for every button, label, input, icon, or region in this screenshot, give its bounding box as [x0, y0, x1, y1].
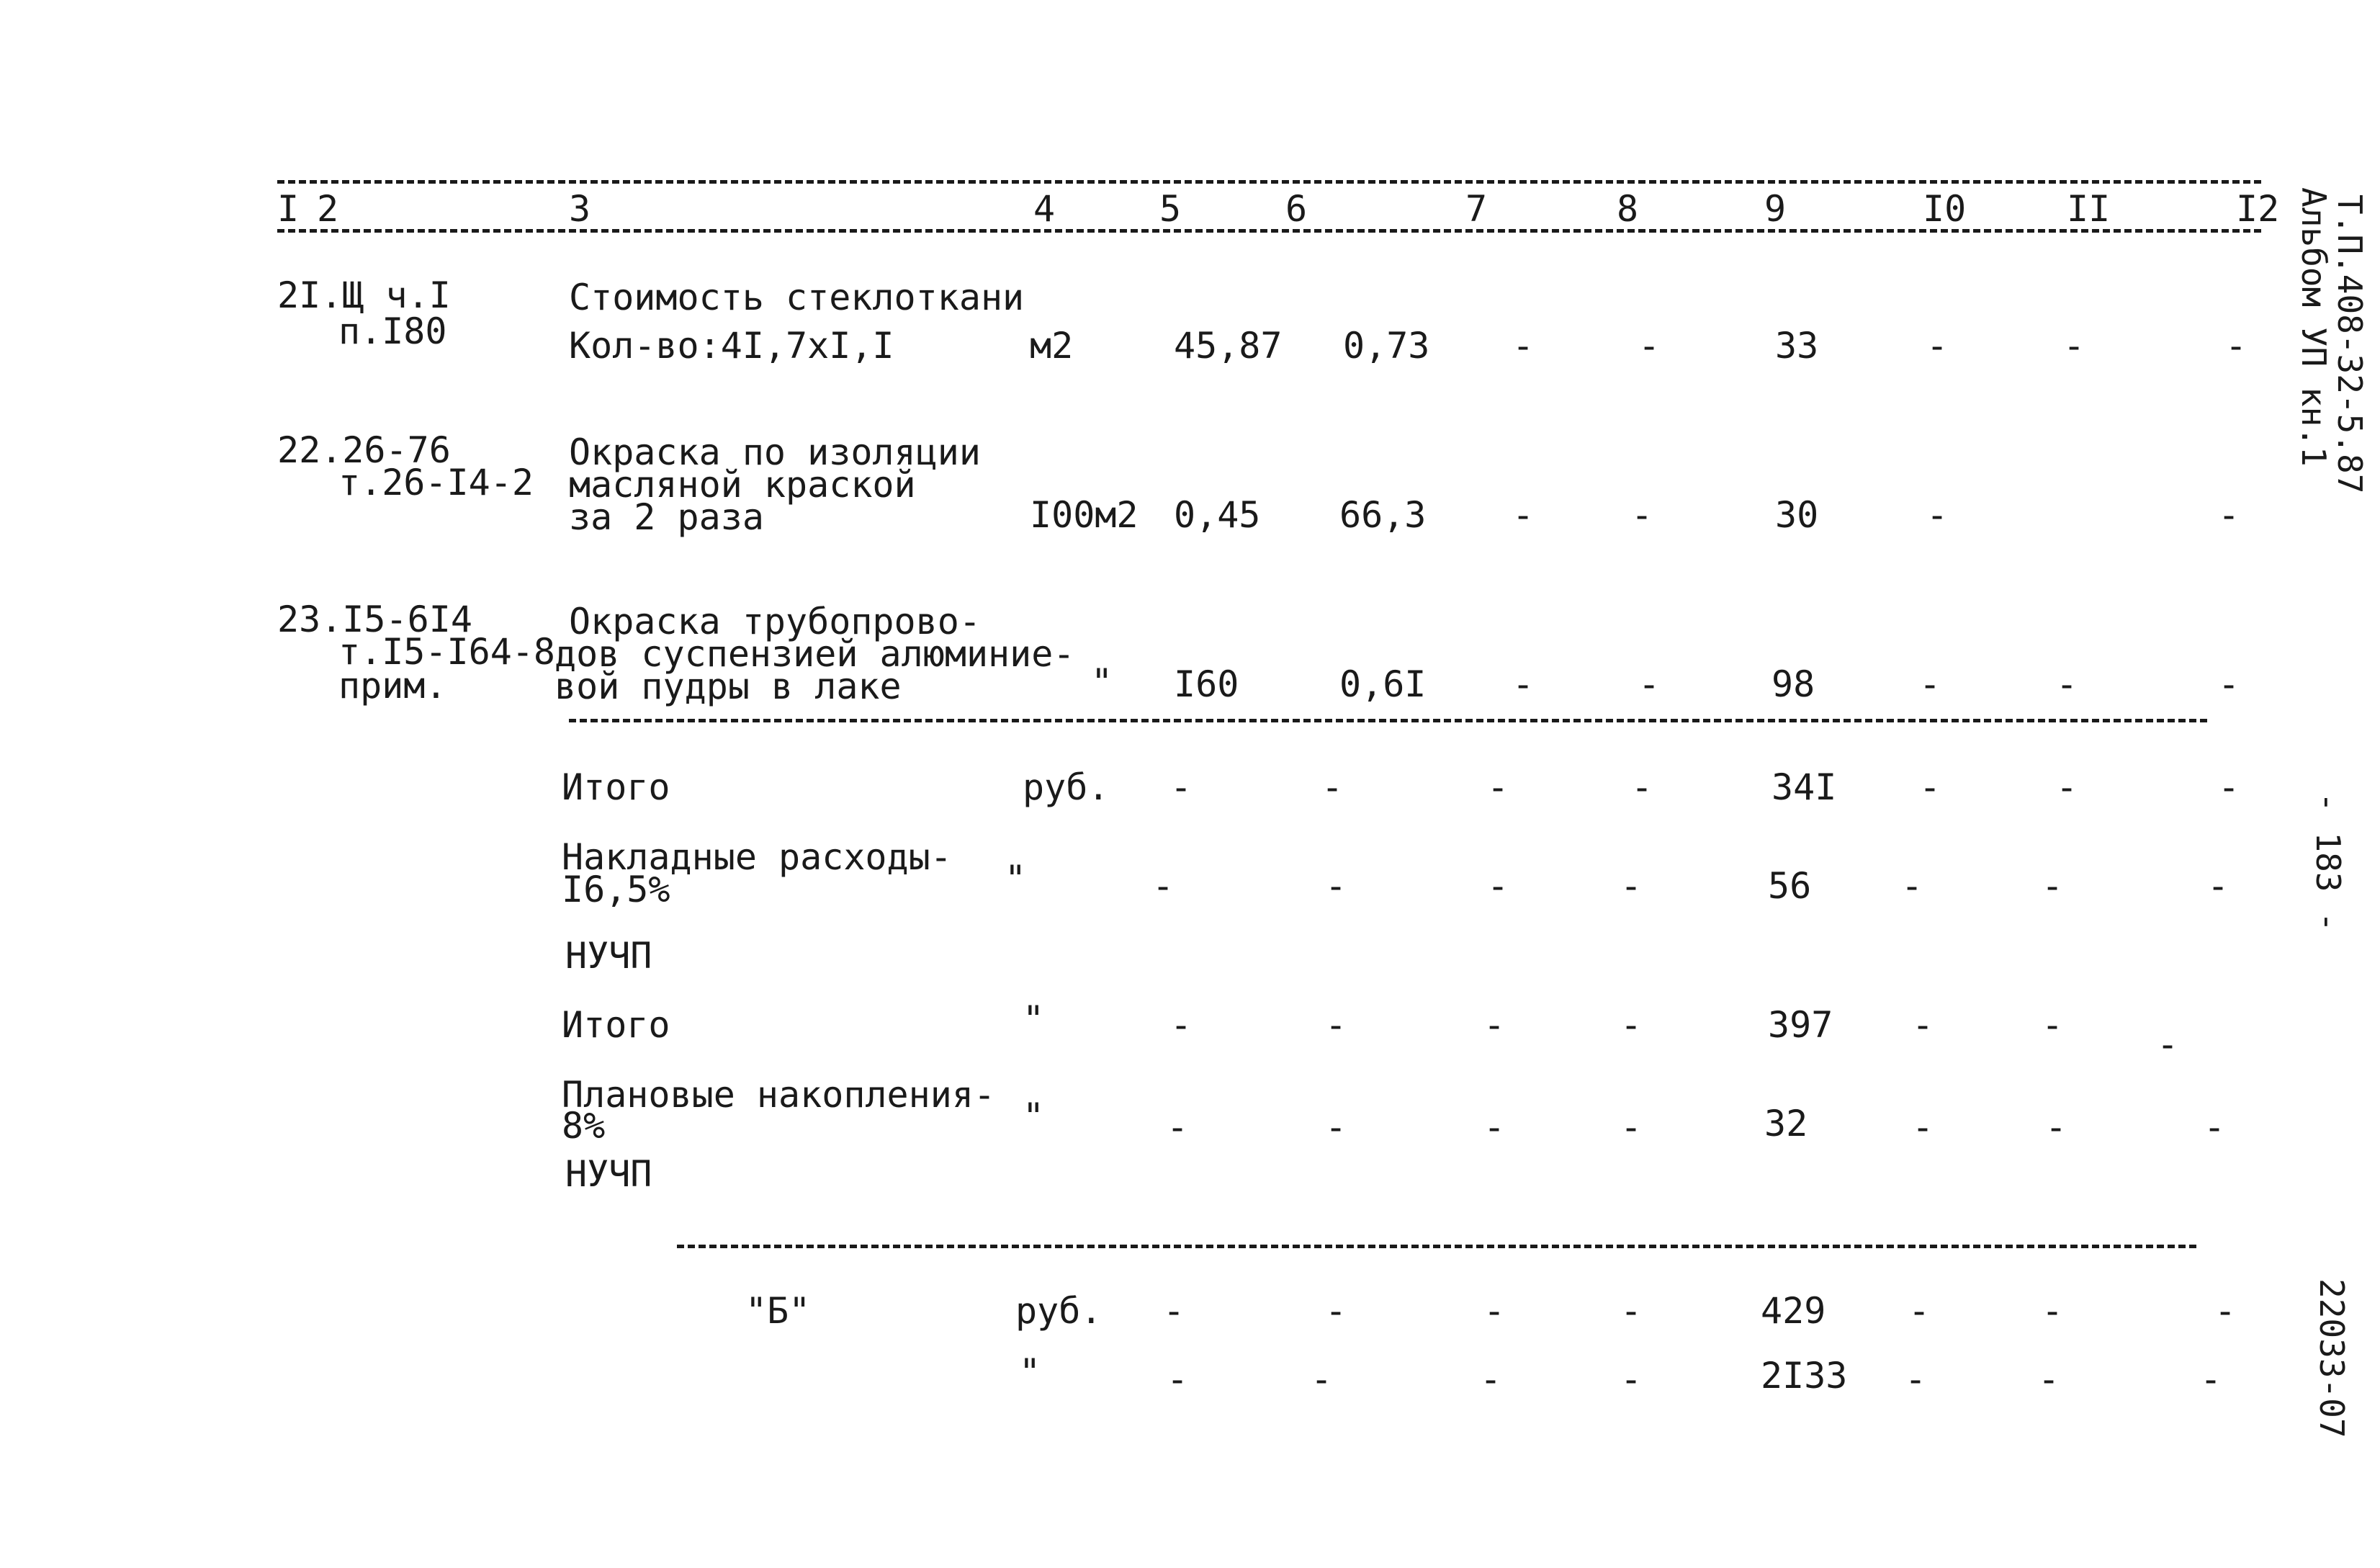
row-desc: вой пудры в лаке — [554, 666, 902, 707]
row-code: прим. — [338, 665, 447, 707]
total-unit: " — [1023, 1096, 1045, 1137]
col-header: 5 — [1159, 188, 1182, 230]
summary-c6: - — [1311, 1358, 1333, 1400]
album-reference: Альбом УП кн.1 — [2294, 187, 2333, 467]
document-number: 22033-07 — [2312, 1278, 2351, 1438]
total-label: Итого — [562, 766, 670, 808]
total-c9: 34I — [1771, 766, 1837, 808]
row-unit: " — [1091, 661, 1113, 703]
total-unit: " — [1005, 858, 1027, 900]
total-label: НУЧП — [565, 935, 652, 977]
total-c5: - — [1167, 1106, 1189, 1148]
summary-unit: руб. — [1015, 1290, 1103, 1332]
row-c10: - — [1919, 663, 1941, 705]
col-header: I0 — [1923, 188, 1967, 230]
row-desc: Окраска трубопрово- — [569, 601, 981, 642]
row-c6: 66,3 — [1339, 494, 1427, 536]
col-header: I — [277, 188, 300, 230]
header-rule-top — [277, 180, 2261, 184]
row-c9: 98 — [1771, 663, 1815, 705]
total-c12: - — [2207, 865, 2229, 907]
row-c8: - — [1638, 325, 1661, 367]
summary-c6: - — [1325, 1290, 1347, 1332]
col-header: 4 — [1033, 188, 1056, 230]
total-c6: - — [1325, 865, 1347, 907]
total-c5: - — [1170, 1004, 1193, 1046]
summary-c5: - — [1167, 1358, 1189, 1400]
total-c8: - — [1631, 766, 1653, 808]
total-c10: - — [1912, 1004, 1934, 1046]
summary-c7: - — [1480, 1358, 1502, 1400]
total-label: 8% — [562, 1105, 606, 1147]
total-c10: - — [1901, 865, 1923, 907]
col-header: I2 — [2236, 188, 2280, 230]
row-c10: - — [1926, 494, 1949, 536]
total-label: Итого — [562, 1004, 670, 1046]
total-label: I6,5% — [562, 869, 670, 910]
summary-c5: - — [1163, 1290, 1185, 1332]
total-c12: - — [2204, 1106, 2226, 1148]
row-desc: Стоимость стеклоткани — [569, 277, 1025, 318]
rows-end-rule — [569, 719, 2207, 722]
row-code: п.I80 — [338, 310, 447, 352]
total-c10: - — [1912, 1106, 1934, 1148]
row-code: т.I5-I64-8 — [338, 631, 556, 673]
row-c6: 0,73 — [1343, 325, 1430, 367]
summary-c9: 2I33 — [1761, 1355, 1848, 1397]
total-c7: - — [1487, 865, 1509, 907]
total-c5: - — [1170, 766, 1193, 808]
col-header: 6 — [1285, 188, 1308, 230]
summary-c12: - — [2200, 1358, 2222, 1400]
row-c7: - — [1512, 663, 1535, 705]
summary-c10: - — [1908, 1290, 1931, 1332]
total-label: Плановые накопления- — [562, 1074, 996, 1116]
row-desc: дов суспензией алюминие- — [554, 633, 1075, 675]
row-desc: масляной краской — [569, 464, 916, 506]
row-unit: I00м2 — [1030, 494, 1139, 536]
summary-unit: " — [1019, 1351, 1041, 1393]
summary-c8: - — [1620, 1290, 1643, 1332]
row-c8: - — [1631, 494, 1653, 536]
row-c6: 0,6I — [1339, 663, 1427, 705]
row-unit: м2 — [1030, 325, 1074, 367]
summary-c10: - — [1905, 1358, 1927, 1400]
total-c9: 397 — [1768, 1004, 1833, 1046]
page-number: - 183 - — [2309, 792, 2348, 932]
row-code: 2I.Щ ч.I — [277, 274, 451, 316]
total-c9: 56 — [1768, 865, 1812, 907]
summary-c11: - — [2038, 1358, 2060, 1400]
row-c8: - — [1638, 663, 1661, 705]
total-c6: - — [1321, 766, 1344, 808]
row-c12: - — [2218, 663, 2240, 705]
row-c5: 45,87 — [1174, 325, 1283, 367]
row-code: 23.I5-6I4 — [277, 599, 472, 640]
row-code: т.26-I4-2 — [338, 462, 534, 503]
row-c7: - — [1512, 325, 1535, 367]
col-header: 8 — [1617, 188, 1639, 230]
row-code: 22.26-76 — [277, 429, 451, 471]
row-desc: Окраска по изоляции — [569, 431, 981, 473]
col-header: 7 — [1465, 188, 1488, 230]
row-c5: I60 — [1174, 663, 1239, 705]
total-unit: " — [1023, 998, 1045, 1040]
summary-c11: - — [2042, 1290, 2064, 1332]
summary-c12: - — [2214, 1290, 2237, 1332]
total-c12: - — [2157, 1023, 2179, 1065]
total-c7: - — [1483, 1106, 1506, 1148]
summary-c9: 429 — [1761, 1290, 1826, 1332]
total-c11: - — [2042, 865, 2064, 907]
total-c7: - — [1483, 1004, 1506, 1046]
summary-c8: - — [1620, 1358, 1643, 1400]
total-label: Накладные расходы- — [562, 836, 952, 878]
total-c6: - — [1325, 1004, 1347, 1046]
total-label: НУЧП — [565, 1153, 652, 1195]
row-c10: - — [1926, 325, 1949, 367]
row-desc: за 2 раза — [569, 496, 764, 538]
row-c9: 33 — [1775, 325, 1819, 367]
row-c9: 30 — [1775, 494, 1819, 536]
row-desc: Кол-во:4I,7xI,I — [569, 325, 894, 367]
summary-c7: - — [1483, 1290, 1506, 1332]
total-c6: - — [1325, 1106, 1347, 1148]
total-c11: - — [2056, 766, 2078, 808]
total-c8: - — [1620, 865, 1643, 907]
total-c8: - — [1620, 1106, 1643, 1148]
summary-rule — [677, 1245, 2196, 1248]
total-c11: - — [2042, 1004, 2064, 1046]
row-c7: - — [1512, 494, 1535, 536]
row-c5: 0,45 — [1174, 494, 1261, 536]
total-c9: 32 — [1764, 1103, 1808, 1144]
doc-reference: Т.П.408-32-5.87 — [2330, 194, 2369, 494]
total-c10: - — [1919, 766, 1941, 808]
col-header: 9 — [1764, 188, 1787, 230]
row-c12: - — [2225, 325, 2247, 367]
row-c11: - — [2063, 325, 2085, 367]
summary-label: "Б" — [745, 1290, 811, 1332]
col-header: 3 — [569, 188, 591, 230]
total-c5: - — [1152, 865, 1175, 907]
col-header: II — [2067, 188, 2111, 230]
total-c11: - — [2045, 1106, 2067, 1148]
total-c7: - — [1487, 766, 1509, 808]
total-unit: руб. — [1023, 766, 1110, 808]
total-c8: - — [1620, 1004, 1643, 1046]
row-c12: - — [2218, 494, 2240, 536]
col-header: 2 — [317, 188, 339, 230]
total-c12: - — [2218, 766, 2240, 808]
row-c11: - — [2056, 663, 2078, 705]
